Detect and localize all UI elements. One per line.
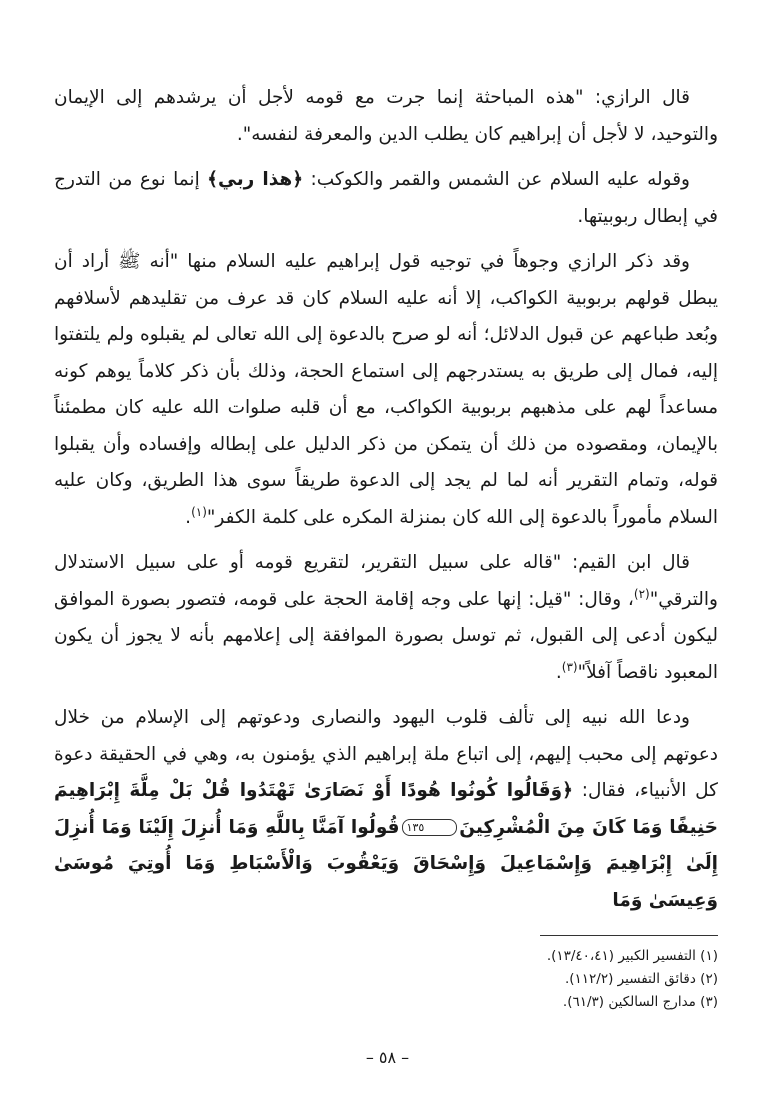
paragraph-text: وقد ذكر الرازي وجوهاً في توجيه قول إبراهيم عليه السلام منها "أنه ﷺ أراد أن يبطل قولهم بربوبية الكواكب، إلا أنه عليه السلام كان قد عرف من تقليدهم لأسلافهم وبُعد طباعهم عن قبول الدلائل؛ أنه لو صرح بالدعوة إلى الله تعالى لم يقبلوه ولم يلتفتوا إليه، فمال إلى طريق به يستدرجهم إلى استماع الحجة، وذلك بأن ذكر كلاماً يوهم كونه مساعداً لهم على مذهبهم بربوبية الكواكب، مع أن قلبه صلوات الله عليه كان مطمئناً بالإيمان، ومقصوده من ذلك أن يتمكن من ذكر الدليل على إبطاله وإفساده وأن يقبلوا قوله، وتمام التقرير أنه لما لم يجد إلى الدعوة طريقاً سوى هذا الطريق، وكان عليه السلام مأموراً بالدعوة إلى الله كان بمنزلة المكره على كلمة الكفر": [54, 251, 718, 528]
paragraph-text: وقوله عليه السلام عن الشمس والقمر والكوكب:: [303, 169, 690, 190]
footnote-2: (٢) دقائق التفسير (١١٢/٢).: [564, 971, 718, 987]
paragraph-razi-wujuh: [54, 244, 718, 536]
paragraph-hadha-rabbi: [54, 162, 718, 235]
ayah-number-marker: ١٣٥: [402, 819, 458, 836]
footnote-3: (٣) مدارج السالكين (٦١/٣).: [562, 994, 718, 1010]
footnote-ref-3[interactable]: (٣): [561, 659, 578, 674]
paragraph-text: ، وقال: "قيل: إنها على وجه إقامة الحجة على قومه، فتصور بصورة الموافق ليكون أدعى إلى القبول، ثم توسل بصورة الموافقة إلى إعلامهم بأنه لا يجوز أن يكون المعبود ناقصاً آفلاً": [54, 588, 718, 683]
footnotes: [54, 945, 718, 1014]
page-number: – ٥٨ –: [365, 1048, 410, 1067]
footnote-ref-2[interactable]: (٢): [633, 586, 650, 601]
footnote-divider: [540, 935, 718, 936]
paragraph-ibn-qayyim: [54, 545, 718, 691]
quran-verse: قُولُوا آمَنَّا بِاللَّهِ وَمَا أُنزِلَ إِلَيْنَا وَمَا أُنزِلَ إِلَىٰ إِبْرَاهِيمَ وَإِسْمَاعِيلَ وَإِسْحَاقَ وَيَعْقُوبَ وَالْأَسْبَاطِ وَمَا أُوتِيَ مُوسَىٰ وَعِيسَىٰ وَمَا: [54, 816, 718, 911]
paragraph-text: قال الرازي: "هذه المباحثة إنما جرت مع قومه لأجل أن يرشدهم إلى الإيمان والتوحيد، لا لأجل أن إبراهيم كان يطلب الدين والمعرفة لنفسه".: [54, 87, 718, 145]
footnote-1: (١) التفسير الكبير (١٣/٤٠،٤١).: [546, 948, 718, 964]
paragraph-text: قال ابن القيم: "قاله على سبيل التقرير، لتقريع قومه أو على سبيل الاستدلال والترقي": [54, 552, 718, 610]
paragraph-text: ودعا الله نبيه إلى تألف قلوب اليهود والنصارى ودعوتهم إلى الإسلام من خلال دعوتهم إلى محبب إليهم، إلى اتباع ملة إبراهيم الذي يؤمنون به، وهي في الحقيقة دعوة كل الأنبياء، فقال:: [54, 707, 718, 801]
paragraph-razi-quote: [54, 80, 718, 153]
sentence-end: .: [555, 661, 562, 683]
quran-quote: ﴿هذا ربي﴾: [207, 169, 304, 190]
quran-verse: ﴿وَقَالُوا كُونُوا هُودًا أَوْ نَصَارَىٰ تَهْتَدُوا قُلْ بَلْ مِلَّةَ إِبْرَاهِيمَ حَنِيفًا وَمَا كَانَ مِنَ الْمُشْرِكِينَ: [54, 780, 719, 838]
sentence-end: .: [185, 506, 192, 528]
paragraph-text: إنما نوع من التدرج في إبطال ربوبيتها.: [54, 169, 718, 227]
paragraph-millat-ibrahim: [54, 700, 718, 919]
main-text: [54, 80, 718, 919]
footnote-ref-1[interactable]: (١): [191, 504, 207, 519]
